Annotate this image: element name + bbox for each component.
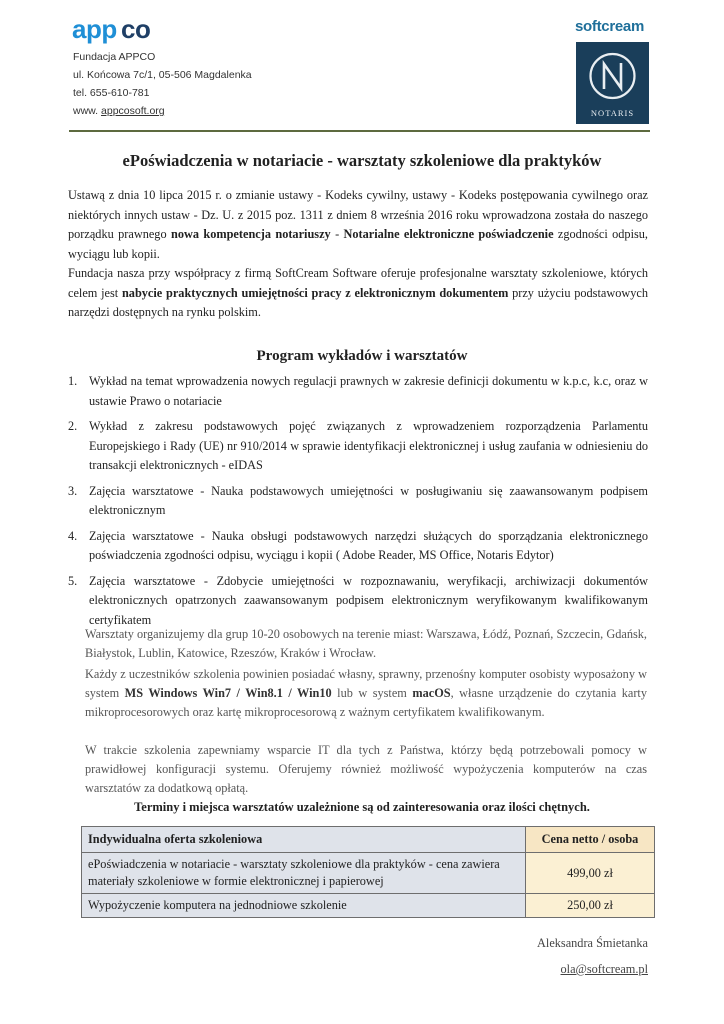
address-line: Fundacja APPCO [73, 51, 156, 63]
intro-bold: nowa kompetencja notariuszy [170, 227, 331, 241]
table-header-row [82, 827, 655, 853]
svg-text:NOTARIS: NOTARIS [590, 108, 635, 118]
requirements-bold: macOS [412, 686, 451, 700]
address-line: ul. Końcowa 7c/1, 05-506 Magdalenka [73, 69, 252, 81]
address-line: tel. 655-610-781 [73, 87, 150, 99]
item-text: Zajęcia warsztatowe - Zdobycie umiejętności w rozpoznawaniu, weryfikacji, archiwizacji dokumentów elektronicznych opatrzonych zaawansowanym podpisem elektronicznym weryfikowanym kwalifikowanym certyfikatem [89, 573, 648, 627]
softcream-logo: softcream [575, 18, 644, 35]
computer-requirements-paragraph [85, 665, 647, 722]
program-list [68, 372, 648, 636]
item-number: 3. [68, 483, 78, 498]
item-text: Wykład na temat wprowadzenia nowych regulacji prawnych w zakresie definicji dokumentu w k.p.c, k.c, oraz w ustawie Prawo o notariacie [89, 374, 648, 408]
header-divider [69, 130, 650, 132]
offer-table [81, 826, 655, 918]
intro-paragraph-1 [68, 186, 648, 264]
terms-note: Terminy i miejsca warsztatów uzależnione są od zainteresowania oraz ilości chętnych. [134, 800, 590, 814]
signature-email-link[interactable]: ola@softcream.pl [560, 962, 648, 976]
website-link[interactable]: appcosoft.org [101, 105, 165, 117]
item-text: Zajęcia warsztatowe - Nauka podstawowych umiejętności w posługiwaniu się zaawansowanym podpisem elektronicznym [89, 483, 648, 517]
document-title: ePoświadczenia w notariacie - warsztaty szkoleniowe dla praktyków [122, 151, 602, 170]
appco-logo [72, 16, 162, 46]
item-text: Wykład z zakresu podstawowych pojęć związanych z wprowadzeniem rozporządzenia Parlamentu Europejskiego i Rady (UE) nr 910/2014 w sprawie identyfikacji elektronicznej i usług zaufania w odniesieniu do transakcji elektronicznych - eIDAS [89, 419, 648, 472]
requirements-text: lub w system [331, 686, 413, 700]
signature-name: Aleksandra Śmietanka [537, 936, 648, 950]
item-text: Zajęcia warsztatowe - Nauka obsługi podstawowych narzędzi służących do sporządzania elektronicznego poświadczenia zgodności odpisu, wyciągu i kopii ( Adobe Reader, MS Office, Notaris Edytor) [89, 528, 648, 562]
table-row [82, 894, 655, 918]
intro-bold: Notarialne elektroniczne poświadczenie [343, 227, 554, 241]
offer-price: 250,00 zł [526, 894, 655, 918]
requirements-text: Każdy z uczestników szkolenia powinien posiadać własny, sprawny, przenośny komputer osobisty wyposażony w system [85, 667, 647, 700]
intro-bold: nabycie praktycznych umiejętności pracy z elektronicznym dokumentem [121, 285, 509, 300]
item-number: 1. [68, 374, 78, 388]
groups-paragraph: Warsztaty organizujemy dla grup 10-20 osobowych na terenie miast: Warszawa, Łódź, Poznań, Szczecin, Gdańsk, Białystok, Lublin, Katowice, Rzeszów, Kraków i Wrocław. [85, 627, 647, 660]
program-heading: Program wykładów i warsztatów [256, 348, 468, 364]
svg-text:app: app [72, 16, 117, 44]
intro-text: Fundacja nasza przy współpracy z firmą SoftCream Software oferuje profesjonalne warsztaty szkoleniowe, których celem jest [68, 266, 648, 300]
item-number: 5. [68, 573, 78, 588]
program-item [68, 372, 648, 411]
offer-description: Wypożyczenie komputera na jednodniowe szkolenie [82, 894, 526, 918]
table-header-offer: Indywidualna oferta szkoleniowa [82, 827, 526, 853]
requirements-bold: MS Windows Win7 / Win8.1 / Win10 [124, 686, 332, 700]
table-row [82, 853, 655, 894]
intro-text: - [330, 227, 344, 241]
intro-text: Ustawą z dnia 10 lipca 2015 r. o zmianie ustawy - Kodeks cywilny, ustawy - Kodeks postępowania cywilnego oraz niektórych innych ustaw - Dz. U. z 2015 poz. 1311 z dniem 8 września 2016 roku wprowadzona została do naszego porządku prawnego [68, 188, 648, 241]
offer-price: 499,00 zł [526, 853, 655, 894]
program-item [68, 482, 648, 521]
requirements-text: , własne urządzenie do czytania karty mikroprocesorowych oraz kartę mikroprocesorową z ważnym certyfikatem kwalifikowanym. [85, 686, 647, 719]
program-item [68, 527, 648, 566]
svg-text:co: co [121, 16, 151, 44]
item-number: 2. [68, 419, 78, 433]
table-header-price: Cena netto / osoba [526, 827, 655, 853]
website-prefix: www. [73, 105, 102, 117]
website-line [73, 102, 252, 120]
sender-address [73, 48, 252, 120]
intro-text: przy użyciu podstawowych narzędzi dostępnych na rynku polskim. [68, 285, 649, 319]
offer-description: ePoświadczenia w notariacie - warsztaty szkoleniowe dla praktyków - cena zawiera materiały szkoleniowe w formie elektronicznej i papierowej [82, 853, 526, 894]
program-item [68, 417, 648, 476]
it-support-paragraph: W trakcie szkolenia zapewniamy wsparcie IT dla tych z Państwa, którzy będą potrzebowali pomocy w prawidłowej konfiguracji systemu. Oferujemy również możliwość wypożyczenia komputerów na czas warsztatów za dodatkową opłatą. [85, 743, 647, 795]
notaris-logo [576, 42, 649, 124]
intro-text: zgodności odpisu, wyciągu lub kopii. [68, 227, 649, 261]
item-number: 4. [68, 528, 78, 543]
program-item [68, 572, 648, 631]
intro-paragraph-2 [68, 264, 648, 323]
